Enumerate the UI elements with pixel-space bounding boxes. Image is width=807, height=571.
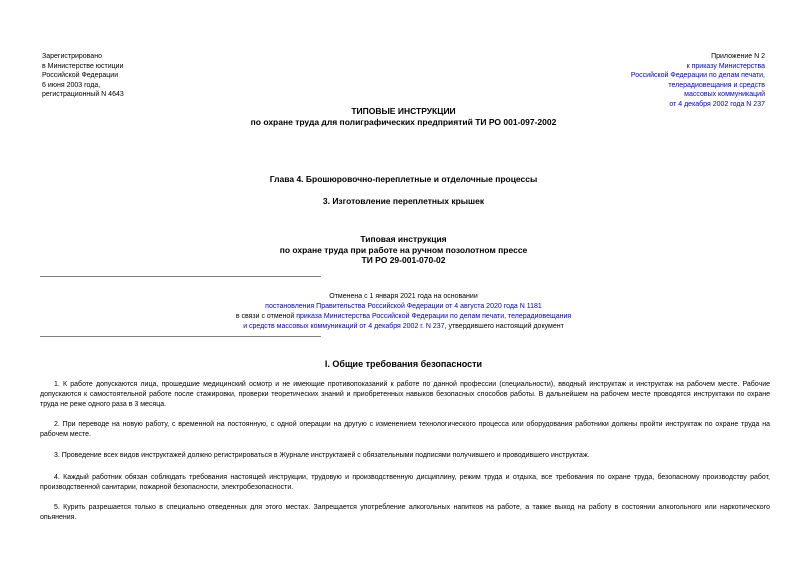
order-link-cont[interactable]: и средств массовых коммуникаций от 4 декабря 2002 г. N 237: [243, 323, 445, 330]
order-link-line[interactable]: Российской Федерации по делам печати,: [630, 72, 765, 79]
divider-bottom: [40, 336, 321, 337]
appendix-note: [545, 52, 765, 109]
appendix-label: Приложение N 2: [711, 53, 765, 60]
title-line-2: по охране труда для полиграфических предприятий ТИ РО 001-097-2002: [250, 117, 557, 127]
divider-top: [40, 276, 321, 277]
paragraph-2: 2. При переводе на новую работу, с временной на постоянную, с одной операции на другую с изменением технологического процесса или оборудования работники должны пройти инструктаж по охране труда на рабочем месте.: [40, 421, 770, 438]
registration-line: в Министерстве юстиции: [42, 62, 124, 70]
title-line-1: ТИПОВЫЕ ИНСТРУКЦИИ: [351, 106, 456, 116]
instruction-line-1: Типовая инструкция: [360, 234, 447, 244]
subsection-heading: 3. Изготовление переплетных крышек: [322, 196, 485, 206]
registration-line: регистрационный N 4643: [42, 91, 124, 98]
document-title: [0, 106, 807, 128]
paragraph-4: 4. Каждый работник обязан соблюдать требования настоящей инструкции, трудовую и производственную дисциплину, режим труда и отдыха, все требования по охране труда, безопасному производству работ, производственной санитарии, пожарной безопасности, электробезопасности.: [40, 474, 770, 491]
section-heading: I. Общие требования безопасности: [324, 359, 483, 369]
paragraph-3: 3. Проведение всех видов инструктажей должно регистрироваться в Журнале инструктажей с обязательными подписями получившего и проводившего инструктаж.: [54, 452, 590, 459]
order-link-line[interactable]: к приказу Министерства: [686, 62, 765, 70]
order-link[interactable]: приказа Министерства Российской Федерации по делам печати, телерадиовещания: [296, 313, 572, 320]
cancel-line-3-prefix: в связи с отменой: [235, 313, 297, 320]
decree-link[interactable]: постановления Правительства Российской Федерации от 4 августа 2020 года N 1181: [265, 303, 542, 310]
order-link-line[interactable]: массовых коммуникаций: [684, 91, 765, 98]
paragraph-5: 5. Курить разрешается только в специально отведенных для этого местах. Запрещается употребление алкогольных напитков на работе, а также выход на работу в состоянии алкогольного или наркотического опьянения.: [40, 504, 770, 521]
instruction-title: [0, 234, 807, 266]
chapter-heading: Глава 4. Брошюровочно-переплетные и отделочные процессы: [269, 174, 538, 184]
cancellation-note: [0, 292, 807, 332]
cancel-line-1: Отменена с 1 января 2021 года на основании: [329, 293, 478, 300]
instruction-line-3: ТИ РО 29-001-070-02: [361, 255, 446, 265]
instruction-line-2: по охране труда при работе на ручном позолотном прессе: [279, 244, 528, 255]
registration-line: 6 июня 2003 года,: [42, 81, 101, 89]
cancel-line-4-suffix: , утвердившего настоящий документ: [444, 323, 564, 330]
paragraph-1: 1. К работе допускаются лица, прошедшие медицинский осмотр и не имеющие противопоказаний к работе по данной профессии (специальности), вводный инструктаж и инструктаж на рабочем месте. Рабочие допускаются к самостоятельной работе после стажировки, проверки теоретических знаний и приобретенных навыков безопасных способов работы. В дальнейшем на рабочем месте проводятся инструктажи по охране труда не реже одного раза в 3 месяца.: [40, 381, 770, 408]
order-link-line[interactable]: телерадиовещания и средств: [668, 81, 765, 89]
registration-line: Российской Федерации: [42, 72, 119, 79]
registration-note: [42, 52, 262, 100]
order-link-line[interactable]: от 4 декабря 2002 года N 237: [669, 100, 765, 108]
registration-line: Зарегистрировано: [42, 53, 102, 60]
